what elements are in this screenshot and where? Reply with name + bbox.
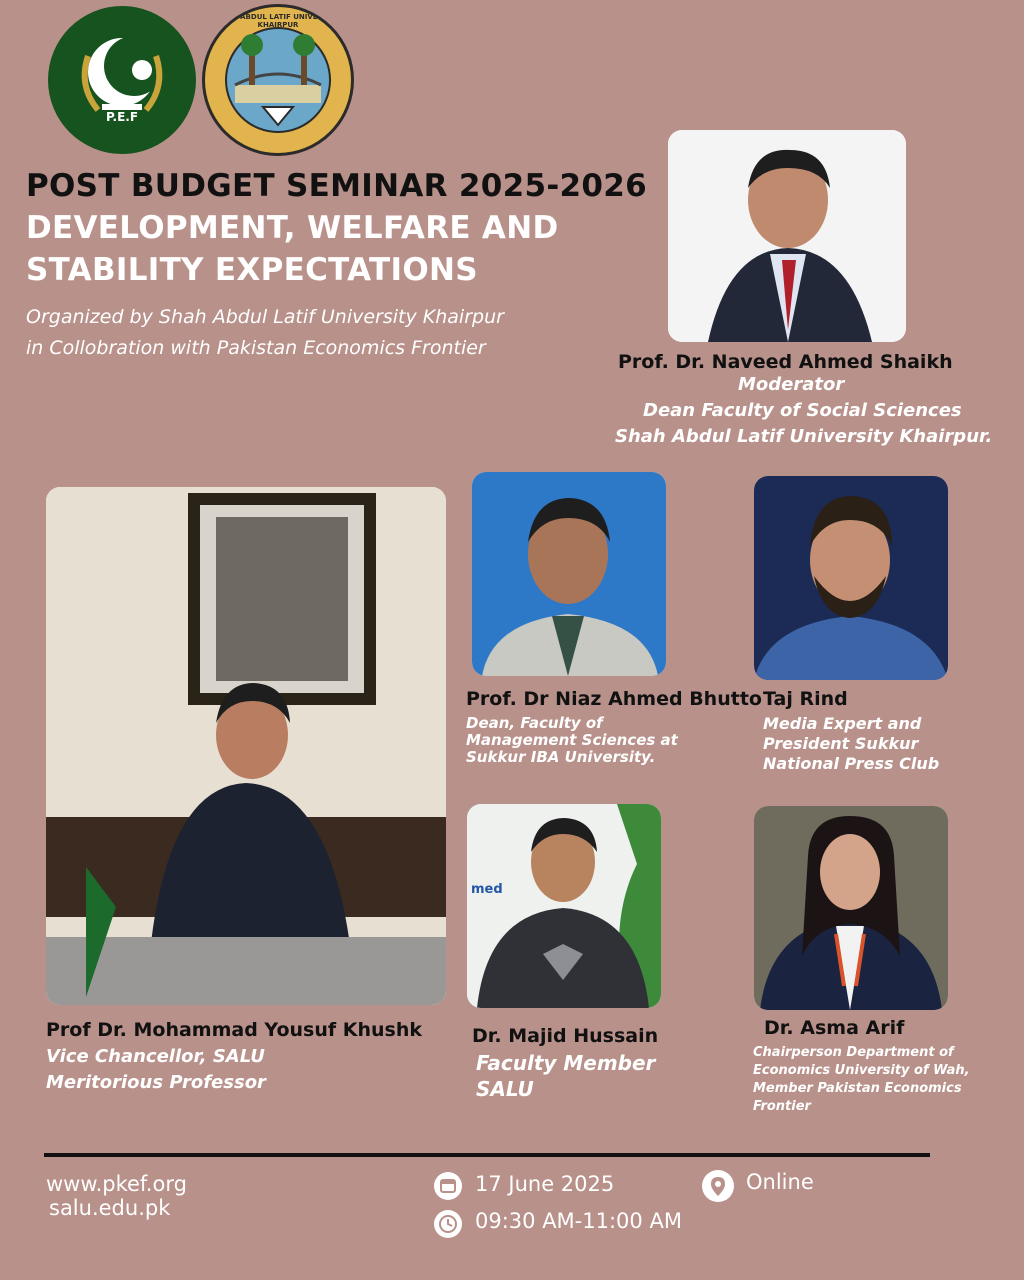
website-link-salu[interactable]: salu.edu.pk [49, 1196, 171, 1220]
chief-guest-name: Prof Dr. Mohammad Yousuf Khushk [46, 1019, 422, 1041]
event-date: 17 June 2025 [475, 1172, 615, 1196]
speaker-bhutto-role-3: Sukkur IBA University. [466, 748, 656, 766]
speaker-bhutto-role-2: Management Sciences at [466, 731, 678, 749]
event-time: 09:30 AM-11:00 AM [475, 1209, 682, 1233]
speaker-arif-role-4: Frontier [753, 1099, 811, 1114]
speaker-rind-role-2: President Sukkur [763, 734, 919, 753]
speaker-rind-role-3: National Press Club [763, 754, 940, 773]
pef-logo [48, 6, 196, 154]
organizer-line1: Organized by Shah Abdul Latif University Khairpur [26, 306, 504, 328]
chief-guest-photo [46, 487, 446, 1005]
speaker-rind-role-1: Media Expert and [763, 714, 922, 733]
speaker-rind-photo [754, 476, 948, 680]
footer-divider [44, 1153, 930, 1157]
moderator-name: Prof. Dr. Naveed Ahmed Shaikh [618, 351, 953, 373]
event-mode: Online [746, 1170, 814, 1194]
speaker-bhutto-name: Prof. Dr Niaz Ahmed Bhutto [466, 688, 762, 710]
speaker-hussain-role-1: Faculty Member [476, 1051, 656, 1075]
salu-logo [202, 4, 354, 156]
crescent-star-icon [48, 6, 196, 154]
chief-guest-role: Vice Chancellor, SALU [46, 1046, 265, 1067]
moderator-role: Moderator [738, 374, 845, 395]
pef-logo-text: P.E.F [105, 110, 139, 124]
speaker-bhutto-photo [472, 472, 666, 676]
moderator-institution: Shah Abdul Latif University Khairpur. [615, 426, 993, 447]
speaker-bhutto-role-1: Dean, Faculty of [466, 714, 603, 732]
speaker-arif-role-1: Chairperson Department of [753, 1045, 954, 1060]
speaker-arif-role-3: Member Pakistan Economics [753, 1081, 962, 1096]
chief-guest-title: Meritorious Professor [46, 1072, 266, 1093]
seminar-title: POST BUDGET SEMINAR 2025-2026 [26, 168, 648, 204]
speaker-hussain-photo [467, 804, 661, 1008]
organizer-line2: in Collobration with Pakistan Economics Frontier [26, 337, 486, 359]
website-link-pkef[interactable]: www.pkef.org [46, 1172, 187, 1196]
moderator-title: Dean Faculty of Social Sciences [643, 400, 962, 421]
seminar-subtitle-line2: STABILITY EXPECTATIONS [26, 252, 478, 288]
speaker-hussain-name: Dr. Majid Hussain [472, 1025, 659, 1047]
speaker-arif-name: Dr. Asma Arif [764, 1017, 905, 1039]
speaker-arif-photo [754, 806, 948, 1010]
calendar-icon [434, 1172, 462, 1200]
salu-logo-text: SHAH ABDUL LATIF UNIVERSITY KHAIRPUR [215, 13, 341, 29]
seminar-subtitle-line1: DEVELOPMENT, WELFARE AND [26, 210, 559, 246]
location-pin-icon [702, 1170, 734, 1202]
speaker-hussain-role-2: SALU [476, 1077, 534, 1101]
moderator-photo [668, 130, 906, 342]
shirt-text: med [471, 882, 503, 897]
speaker-rind-name: Taj Rind [763, 688, 848, 710]
speaker-arif-role-2: Economics University of Wah, [753, 1063, 970, 1078]
clock-icon [434, 1210, 462, 1238]
